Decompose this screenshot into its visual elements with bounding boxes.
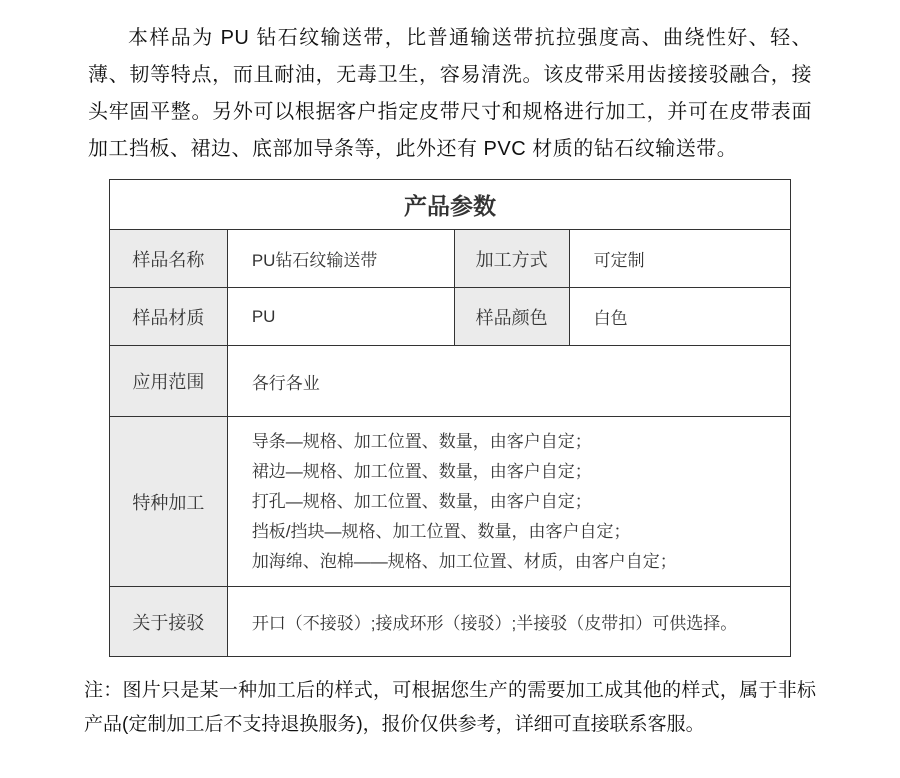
param-value-sample-name: PU钻石纹输送带 <box>227 230 454 288</box>
special-processing-line: 裙边—规格、加工位置、数量，由客户自定； <box>251 461 592 481</box>
special-processing-line: 导条—规格、加工位置、数量，由客户自定； <box>251 431 592 451</box>
special-processing-line: 挡板/挡块—规格、加工位置、数量，由客户自定； <box>251 521 631 541</box>
table-row <box>110 346 791 417</box>
param-value-about-joining: 开口（不接驳）;接成环形（接驳）;半接驳（皮带扣）可供选择。 <box>227 587 790 657</box>
product-intro-paragraph: 本样品为 PU 钻石纹输送带，比普通输送带抗拉强度高、曲绕性好、轻、薄、韧等特点，而且耐油，无毒卫生，容易清洗。该皮带采用齿接接驳融合，接头牢固平整。另外可以根据客户指定皮带尺寸和规格进行加工，并可在皮带表面加工挡板、裙边、底部加导条等，此外还有 PVC 材质的钻石纹输送带。 <box>88 27 812 160</box>
param-label-about-joining: 关于接驳 <box>110 587 228 657</box>
product-detail-page <box>0 20 900 778</box>
special-processing-line: 加海绵、泡棉——规格、加工位置、材质，由客户自定； <box>251 551 677 571</box>
param-label-processing-method: 加工方式 <box>454 230 569 288</box>
bottom-note: 注：图片只是某一种加工后的样式，可根据您生产的需要加工成其他的样式，属于非标产品(定制加工后不支持退换服务)，报价仅供参考，详细可直接联系客服。 <box>84 680 816 735</box>
product-params-table <box>109 179 791 657</box>
table-row <box>110 587 791 657</box>
param-label-sample-name: 样品名称 <box>110 230 228 288</box>
table-row <box>110 230 791 288</box>
param-value-special-processing <box>227 417 790 587</box>
param-label-special-processing: 特种加工 <box>110 417 228 587</box>
param-value-processing-method: 可定制 <box>569 230 790 288</box>
special-processing-line: 打孔—规格、加工位置、数量，由客户自定； <box>251 491 592 511</box>
param-value-application-scope: 各行各业 <box>227 346 790 417</box>
param-label-sample-color: 样品颜色 <box>454 288 569 346</box>
table-title-row <box>110 180 791 230</box>
param-label-application-scope: 应用范围 <box>110 346 228 417</box>
table-title: 产品参数 <box>110 180 791 230</box>
param-value-sample-color: 白色 <box>569 288 790 346</box>
param-label-sample-material: 样品材质 <box>110 288 228 346</box>
table-row <box>110 288 791 346</box>
param-value-sample-material: PU <box>227 288 454 346</box>
table-row <box>110 417 791 587</box>
